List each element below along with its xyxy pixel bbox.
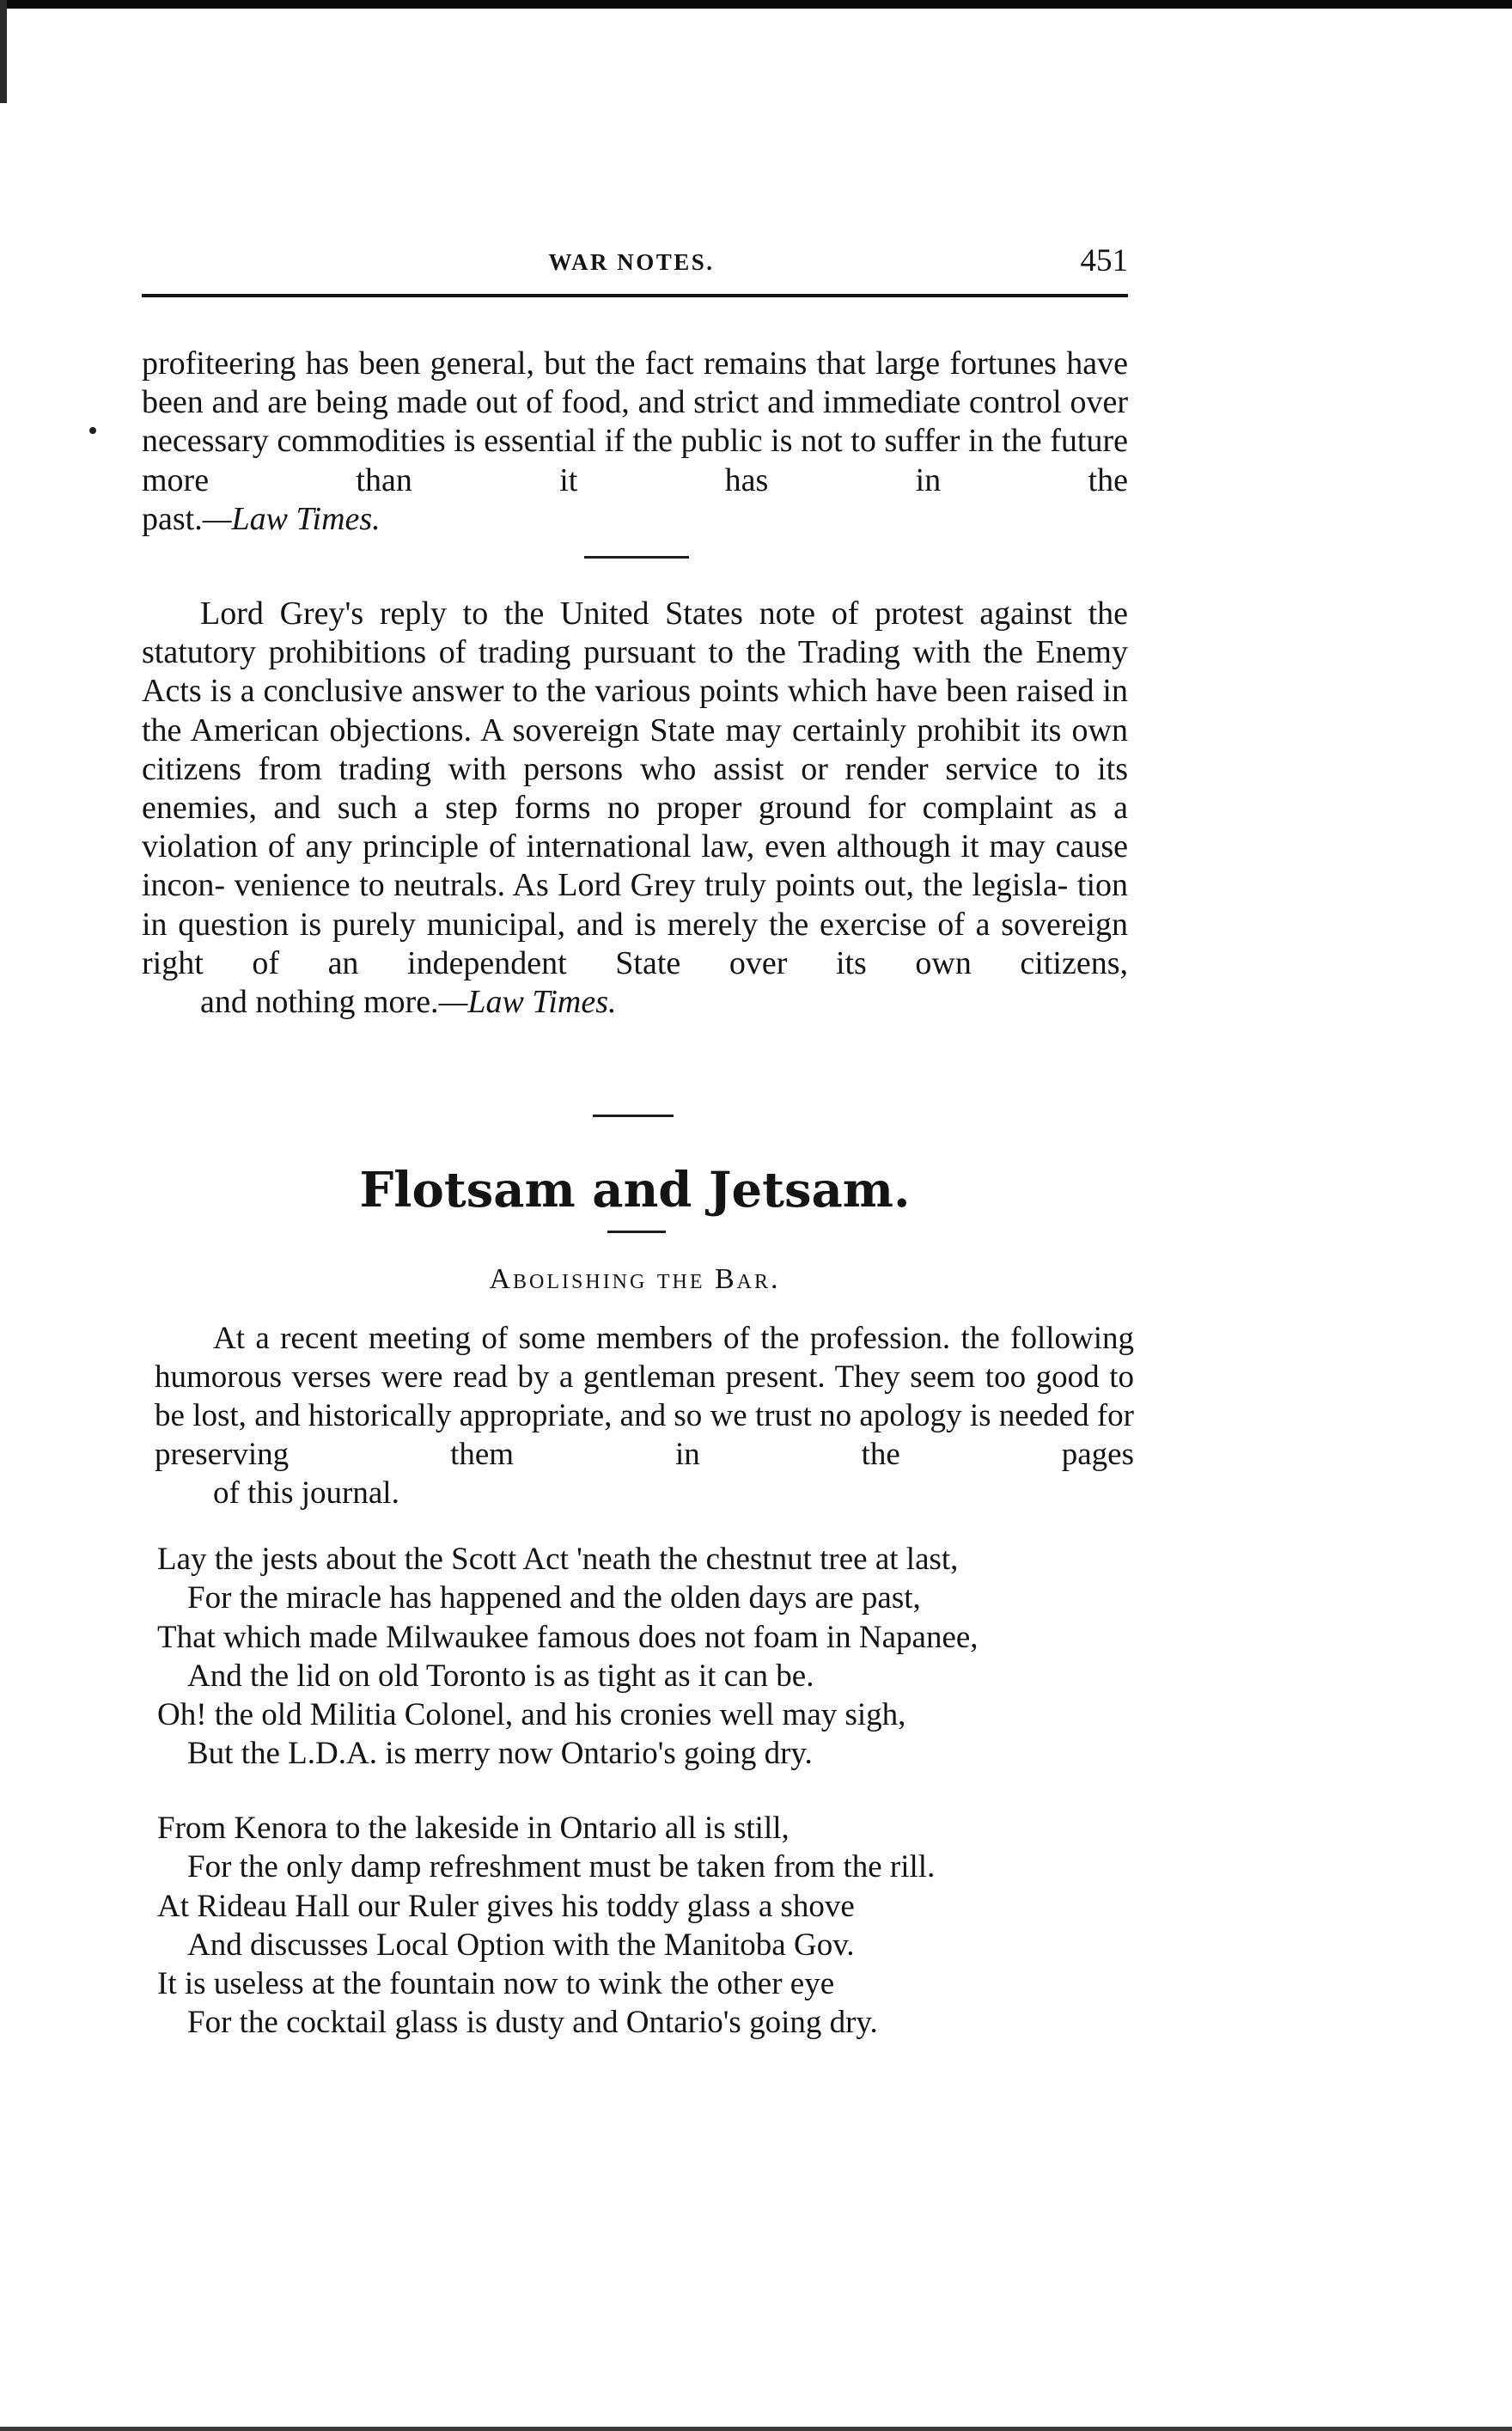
article-1-line: if the public is not to suffer in the future more than it has in the: [142, 423, 1128, 498]
running-header: [142, 242, 1128, 297]
intro-line: so we trust no apology is needed for preserving them in the pages: [155, 1398, 1134, 1472]
scan-border-bottom: [0, 2427, 1512, 2431]
article-2-line: with the Enemy Acts is a conclusive answer to the various points: [142, 634, 1128, 710]
article-2-attribution: —Law Times.: [438, 984, 617, 1021]
verse-line: At Rideau Hall our Ruler gives his toddy glass a shove: [157, 1888, 855, 1924]
article-1-line: profiteering has been general, but the fact remains that large: [142, 345, 941, 382]
article-1-last-line: [142, 500, 1128, 539]
article-2-final-words: and nothing more.: [200, 984, 439, 1021]
article-1-final-words: past.: [142, 500, 203, 537]
article-2-paragraph: [142, 595, 1128, 1022]
article-2-line: principle of international law, even although it may cause incon-: [142, 828, 1129, 904]
article-2-line: State may certainly prohibit its own citizens from trading with: [142, 712, 1128, 787]
article-2-line: of a sovereign right of an independent State over its own citizens,: [142, 906, 1128, 981]
intro-line: At a recent meeting of some members of the profession. the: [213, 1321, 1000, 1356]
verse-line: And the lid on old Toronto is as tight as it can be.: [187, 1658, 814, 1694]
article-2-line: the statutory prohibitions of trading pursuant to the Trading: [142, 596, 1128, 671]
verse-line: That which made Milwaukee famous does not foam in Napanee,: [157, 1619, 979, 1655]
verse-line: Oh! the old Militia Colonel, and his cronies well may sigh,: [157, 1697, 906, 1733]
intro-line: They seem too good to be lost, and historically appropriate, and: [155, 1359, 1135, 1433]
section-divider: [593, 1115, 674, 1117]
verse-line: For the cocktail glass is dusty and Ontario's going dry.: [187, 2005, 878, 2041]
section-divider: [584, 556, 689, 559]
article-1-line: and immediate control over necessary commodities is essential: [142, 384, 1128, 460]
verse-line: And discusses Local Option with the Manitoba Gov.: [187, 1927, 855, 1963]
heading-underline: [607, 1231, 666, 1233]
verse-line: But the L.D.A. is merry now Ontario's going dry.: [187, 1736, 813, 1772]
verse-stanza-2: [157, 1809, 1145, 2043]
section-heading: Flotsam and Jetsam.: [359, 1162, 911, 1219]
intro-line: following humorous verses were read by a gentleman present.: [155, 1321, 1135, 1395]
scan-border-top: [0, 0, 1512, 9]
article-1-paragraph: [142, 345, 1128, 539]
intro-last-line: of this journal.: [213, 1475, 399, 1511]
article-2-line: persons who assist or render service to its enemies, and such a: [142, 750, 1129, 827]
article-2-line: venience to neutrals. As Lord Grey truly points out, the legisla-: [234, 867, 1069, 904]
verse-stanza-1: [157, 1540, 1145, 1774]
section-subheading: Abolishing the Bar.: [489, 1263, 781, 1295]
margin-mark: [89, 427, 96, 434]
verse-line: For the miracle has happened and the olden days are past,: [187, 1580, 921, 1616]
article-2-line: which have been raised in the American objections. A sovereign: [142, 673, 1128, 748]
verse-line: From Kenora to the lakeside in Ontario all is still,: [157, 1811, 790, 1846]
intro-paragraph: [155, 1319, 1134, 1512]
article-2-line: tion in question is purely municipal, and is merely the exercise: [142, 867, 1129, 943]
verse-line: For the only damp refreshment must be taken from the rill.: [187, 1849, 936, 1885]
article-1-line: fortunes have been and are being made out of food, and strict: [142, 345, 1128, 421]
page-number: 451: [1080, 243, 1128, 278]
article-1-attribution: —Law Times.: [202, 500, 381, 537]
scan-border-left: [0, 0, 7, 103]
verse-line: Lay the jests about the Scott Act 'neath the chestnut tree at last,: [157, 1542, 959, 1577]
article-2-line: step forms no proper ground for complaint as a violation of any: [142, 790, 1129, 865]
article-2-last-line: [142, 983, 1128, 1022]
running-title: WAR NOTES.: [548, 249, 715, 275]
verse-line: It is useless at the fountain now to wink the other eye: [157, 1966, 835, 2002]
article-2-line: Lord Grey's reply to the United States note of protest against: [200, 596, 1072, 632]
